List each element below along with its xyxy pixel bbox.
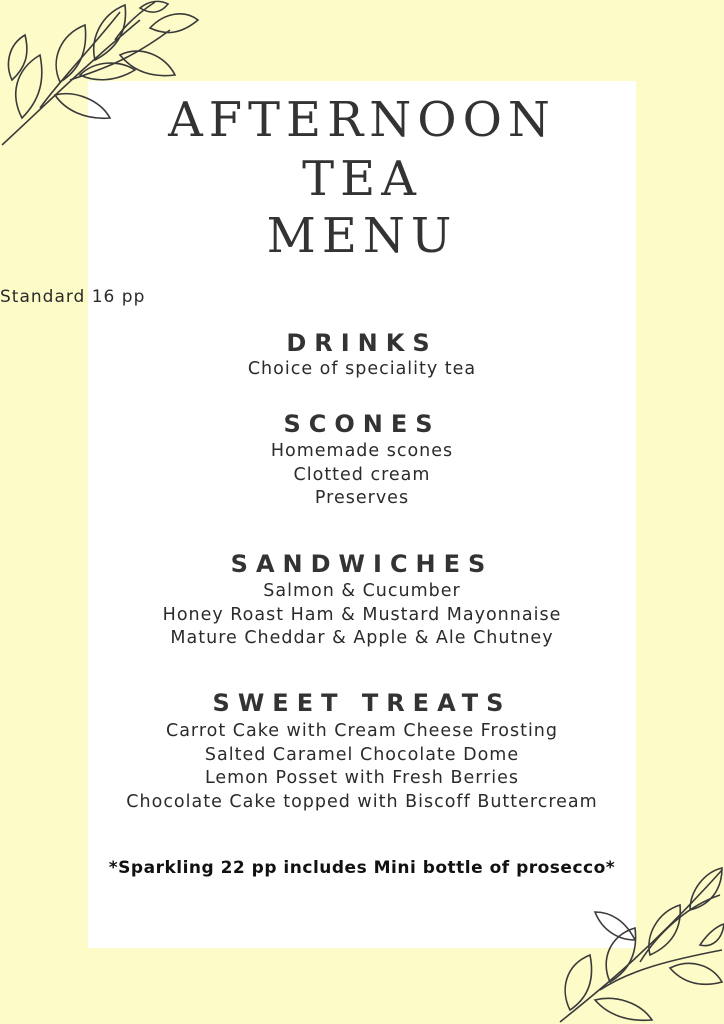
menu-title-line-1: AFTERNOON [168,92,556,148]
section-items-drinks [0,358,724,382]
sparkling-note: *Sparkling 22 pp includes Mini bottle of prosecco* [108,858,616,878]
menu-title-line-3: MENU [266,208,458,264]
section-items-sweet-treats [0,720,724,814]
section-heading-sweet-treats: SWEET TREATS [212,689,512,717]
list-item: Choice of speciality tea [247,359,477,379]
list-item: Clotted cream [293,464,431,485]
list-item: Salted Caramel Chocolate Dome [204,744,520,765]
list-item: Honey Roast Ham & Mustard Mayonnaise [162,604,562,625]
list-item: Chocolate Cake topped with Biscoff Buttercream [126,791,598,812]
menu-title-line-2: TEA [302,151,422,207]
list-item: Lemon Posset with Fresh Berries [204,768,520,788]
list-item: Carrot Cake with Cream Cheese Frosting [165,721,559,741]
list-item: Preserves [314,488,410,508]
section-heading-sandwiches: SANDWICHES [230,550,494,578]
section-heading-drinks: DRINKS [286,329,438,357]
section-items-scones [0,440,724,511]
list-item: Homemade scones [270,441,454,461]
standard-price: Standard 16 pp [0,287,146,307]
list-item: Salmon & Cucumber [263,581,461,601]
section-items-sandwiches [0,580,724,651]
section-heading-scones: SCONES [283,410,441,438]
list-item: Mature Cheddar & Apple & Ale Chutney [170,628,554,648]
